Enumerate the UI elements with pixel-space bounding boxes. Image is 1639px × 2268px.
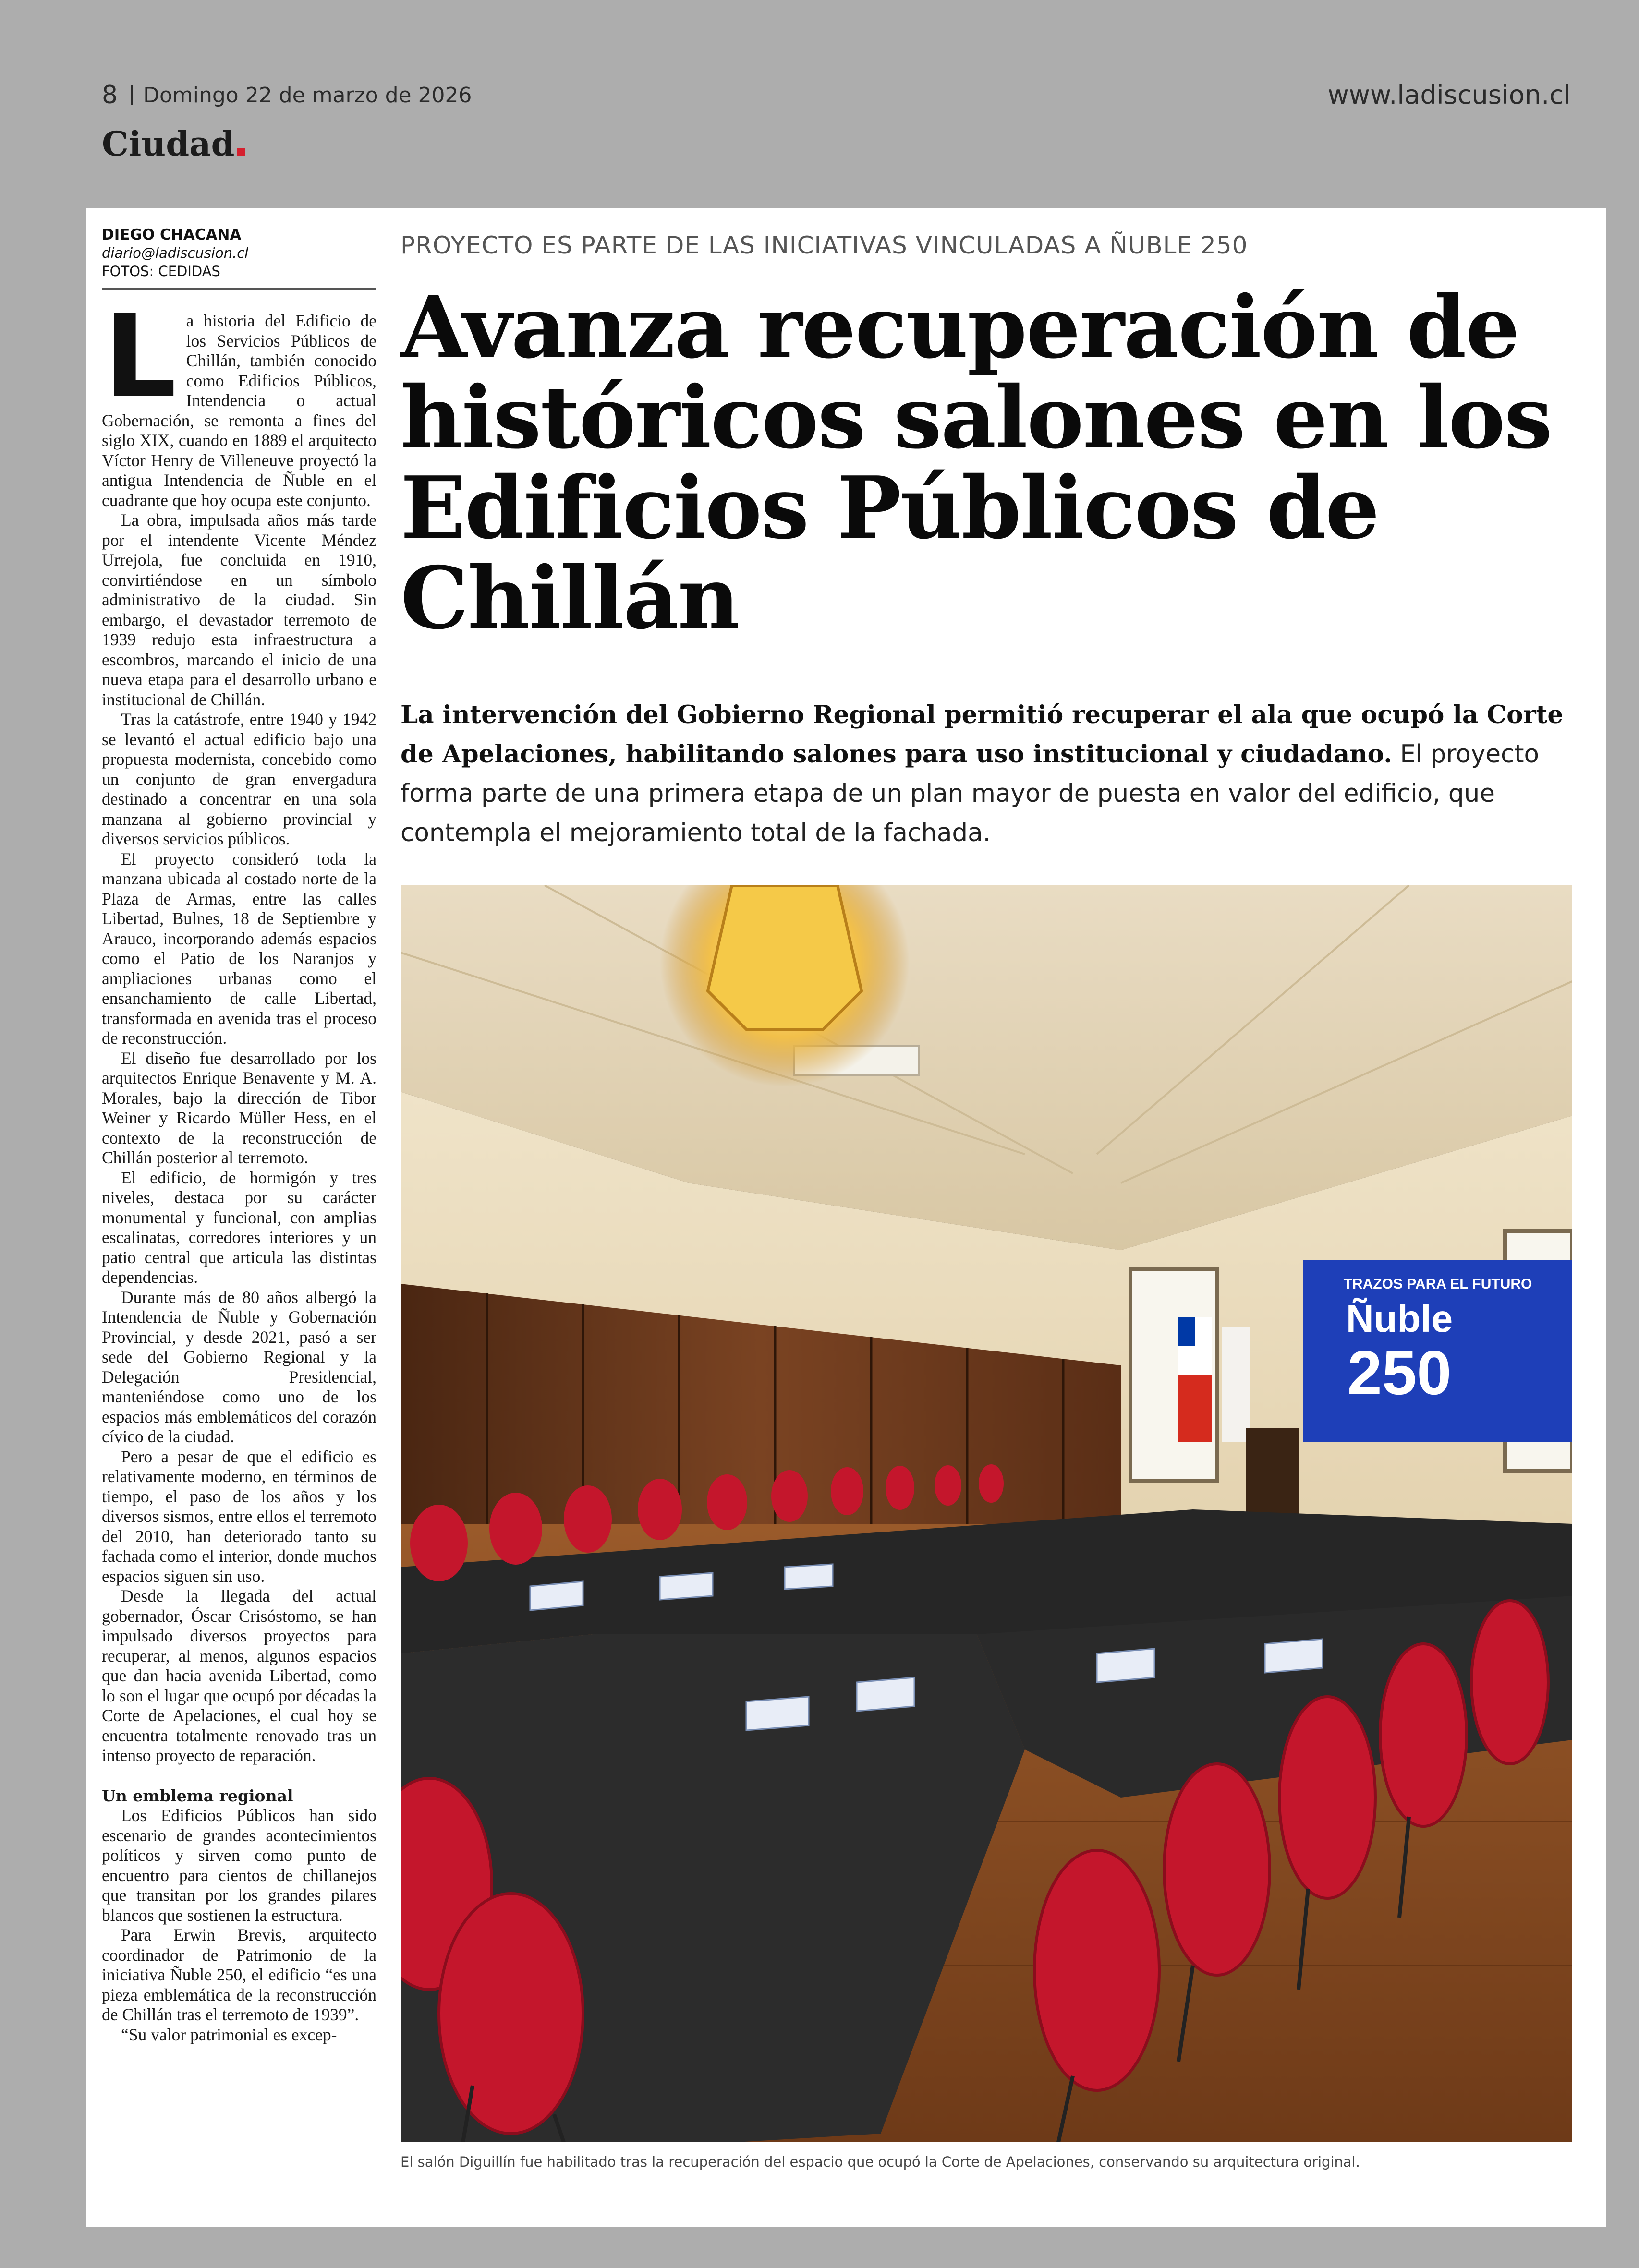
paragraph-text: a historia del Edificio de los Servicios Públicos de Chillán, también conocido como Edificios Públicos, Intendencia o actual Gobernación, se remonta a fines del siglo XIX, cuando en 1889 el arquitecto Víctor Henry de Villeneuve proyectó la antigua Intendencia de Ñuble en el cuadrante que hoy ocupa este conjunto. xyxy=(102,311,376,510)
author-name: DIEGO CHACANA xyxy=(102,226,242,243)
lead-text: El proyecto forma parte de una primera etapa de un plan mayor de puesta en valor del edificio, que contempla el mejoramiento total de la fachada. xyxy=(401,740,1540,847)
flag-chile-blue xyxy=(1178,1317,1195,1346)
paragraph: El proyecto consideró toda la manzana ubicada al costado norte de la Plaza de Armas, entre las calles Libertad, Bulnes, 18 de Septiembre y Arauco, incorporando además espacios como el Patio de los Naranjos y ampliaciones urbanas como el ensanchamiento de calle Libertad, transformada en avenida tras el proceso de reconstrucción. xyxy=(102,849,376,1048)
photo-caption: El salón Diguillín fue habilitado tras la recuperación del espacio que ocupó la Corte de Apelaciones, conservando su arquitectura original. xyxy=(401,2154,1360,2170)
article-body xyxy=(102,311,376,2194)
header-divider xyxy=(131,85,133,105)
section-name: Ciudad xyxy=(102,124,235,164)
screen-tagline: TRAZOS PARA EL FUTURO xyxy=(1343,1276,1532,1292)
photo-credit: FOTOS: CEDIDAS xyxy=(102,263,220,279)
paragraph xyxy=(102,311,376,510)
byline xyxy=(102,226,248,280)
page-number: 8 xyxy=(102,81,118,109)
chandelier xyxy=(708,885,862,1029)
salon-illustration xyxy=(401,885,1572,2142)
subheading: Un emblema regional xyxy=(102,1786,293,1805)
paragraph: Tras la catástrofe, entre 1940 y 1942 se levantó el actual edificio bajo una propuesta modernista, concebido como un conjunto de gran envergadura destinado a concentrar en una sola manzana al gobierno provincial y diversos servicios públicos. xyxy=(102,710,376,848)
article-headline: Avanza recuperación de históricos salones en los Edificios Públicos de Chillán xyxy=(401,277,1552,648)
paragraph: El diseño fue desarrollado por los arquitectos Enrique Benavente y M. A. Morales, bajo la dirección de Tibor Weiner y Ricardo Müller Hess, en el contexto de la reconstrucción de Chillán posterior al terremoto. xyxy=(102,1048,376,1167)
section-dot xyxy=(237,148,245,156)
flag-region xyxy=(1222,1327,1250,1442)
paragraph: Desde la llegada del actual gobernador, Óscar Crisóstomo, se han impulsado diversos proyectos para recuperar, al menos, algunos espacios que dan hacia avenida Libertad, como lo son el lugar que ocupó por décadas la Corte de Apelaciones, el cual hoy se encuentra totalmente renovado tras un intenso proyecto de reparación. xyxy=(102,1586,376,1765)
paragraph: La obra, impulsada años más tarde por el intendente Vicente Méndez Urrejola, fue concluida en 1910, convirtiéndose en un símbolo administrativo de la ciudad. Sin embargo, el devastador terremoto de 1939 redujo esta infraestructura a escombros, marcando el inicio de una nueva etapa para el desarrollo urbano e institucional de Chillán. xyxy=(102,510,376,709)
section-label xyxy=(102,124,245,164)
screen-title: Ñuble xyxy=(1346,1297,1453,1340)
article-photo xyxy=(401,885,1572,2142)
drop-cap: L xyxy=(104,311,177,423)
screen-number: 250 xyxy=(1347,1338,1452,1408)
author-email[interactable]: diario@ladiscusion.cl xyxy=(102,245,249,261)
website-link[interactable]: www.ladiscusion.cl xyxy=(1327,80,1571,110)
paragraph: Durante más de 80 años albergó la Intendencia de Ñuble y Gobernación Provincial, y desde 2021, pasó a ser sede del Gobierno Regional y la Delegación Presidencial, manteniéndose como uno de los espacios más emblemáticos del corazón cívico de la ciudad. xyxy=(102,1287,376,1446)
paragraph: Para Erwin Brevis, arquitecto coordinador de Patrimonio de la iniciativa Ñuble 250, el edificio “es una pieza emblemática de la reconstrucción de Chillán tras el terremoto de 1939”. xyxy=(102,1925,376,2024)
publication-date: Domingo 22 de marzo de 2026 xyxy=(143,83,472,108)
paragraph: Pero a pesar de que el edificio es relativamente moderno, en términos de tiempo, el paso de los años y los diversos sismos, entre ellos el terremoto del 2010, han deteriorado tanto su fachada como el interior, donde muchos espacios siguen sin uso. xyxy=(102,1447,376,1586)
article-kicker: PROYECTO ES PARTE DE LAS INICIATIVAS VINCULADAS A ÑUBLE 250 xyxy=(401,231,1248,259)
paragraph: El edificio, de hormigón y tres niveles, destaca por su carácter monumental y funcional, con amplias escalinatas, corredores interiores y un patio central que articula las distintas dependencias. xyxy=(102,1168,376,1287)
paragraph: Los Edificios Públicos han sido escenario de grandes acontecimientos políticos y sirven como punto de encuentro para cientos de chillanejos que transitan por los grandes pilares blancos que sostienen la estructura. xyxy=(102,1806,376,1925)
page-header xyxy=(102,81,472,109)
lead-bold: La intervención del Gobierno Regional permitió recuperar el ala que ocupó la Corte de Apelaciones, habilitando salones para uso institucional y ciudadano. xyxy=(401,700,1564,769)
article-lead xyxy=(401,695,1582,853)
byline-rule xyxy=(102,288,376,290)
paragraph: “Su valor patrimonial es excep- xyxy=(121,2025,337,2044)
